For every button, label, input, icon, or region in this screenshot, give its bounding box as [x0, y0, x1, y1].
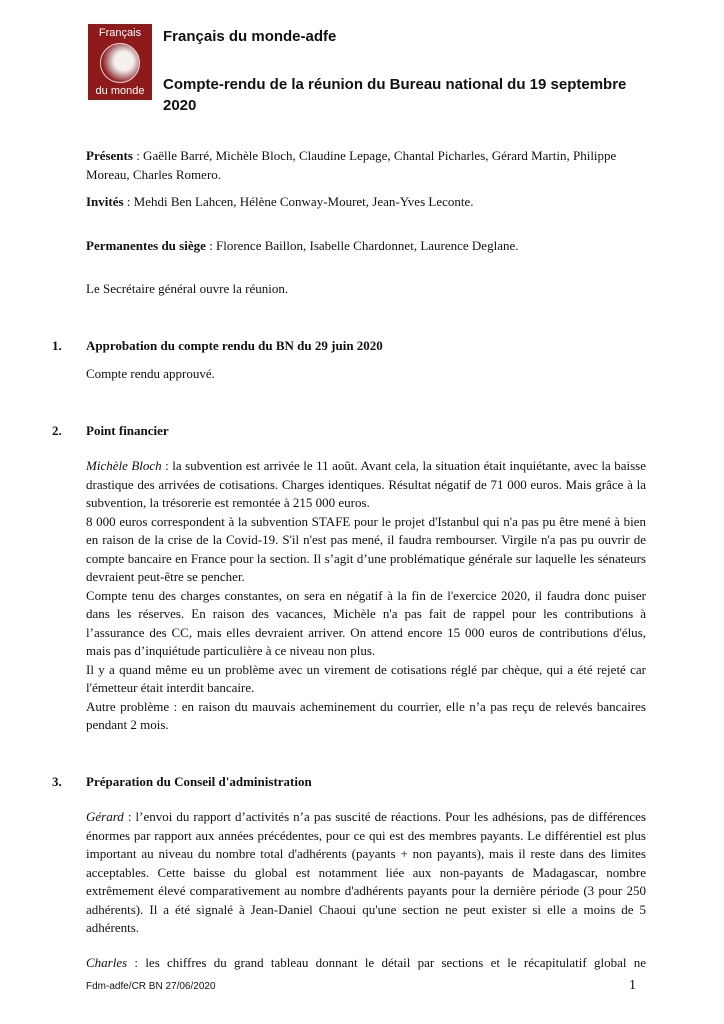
attendees-present [86, 147, 646, 184]
staff-label: Permanentes du siège [86, 237, 206, 253]
section-heading-3 [52, 773, 646, 792]
section-3-paragraph: Gérard : l’envoi du rapport d’activités n’a pas suscité de réactions. Pour les adhésions, pas de différences énormes par rapport aux années précédentes, pour ce qui est des membres payants. Le différentiel est plus important au niveau du nombre total d'adhérents (payants + non payants), mais il reste dans des limites acceptables. Cette baisse du global est notamment liée aux non-payants de Madagascar, nombre extrêmement élevé comparativement au nombre d'adhérents payants pour la dernière période (3 pour 250 adhérents). Il a été signalé à Jean-Daniel Chaoui qu'une section ne peut exister si elle a moins de 5 adhérents. [86, 809, 646, 935]
section-3-paragraph: Charles : les chiffres du grand tableau donnant le détail par sections et le récapitulatif global ne [86, 954, 646, 970]
section-number: 2. [52, 422, 62, 438]
organization-logo [88, 24, 152, 100]
footer-reference: Fdm-adfe/CR BN 27/06/2020 [86, 981, 216, 992]
document-body [52, 147, 646, 972]
section-2-paragraph: Michèle Bloch : la subvention est arrivée le 11 août. Avant cela, la situation était inquiétante, avec la baisse drastique des arrivées de cotisations. Charges identiques. Résultat négatif de 71 000 euros. Mais grâce à la subvention, la trésorerie est remontée à 215 000 euros. [86, 458, 646, 510]
section-heading-2 [52, 422, 646, 441]
staff-list: : Florence Baillon, Isabelle Chardonnet, Laurence Deglane. [205, 237, 519, 253]
section-1-body: Compte rendu approuvé. [86, 366, 215, 381]
logo-text-bottom: du monde [95, 85, 145, 97]
present-label: Présents [86, 148, 133, 163]
section-2-paragraph: Compte tenu des charges constantes, on sera en négatif à la fin de l'exercice 2020, il faudra donc puiser dans les réserves. En raison des vacances, Michèle n'a pas fait de rappel pour les contributions à l’assurance des CC, mais elles devraient arriver. On attend encore 15 000 euros de contributions d'élus, mais pas d’inquiétude particulière à ce niveau non plus. [86, 587, 646, 658]
present-list: : Gaëlle Barré, Michèle Bloch, Claudine Lepage, Chantal Picharles, Gérard Martin, Philippe Moreau, Charles Romero. [86, 148, 617, 182]
section-2-paragraph: Il y a quand même eu un problème avec un virement de cotisations réglé par chèque, qui a été rejeté car l'émetteur était interdit bancaire. [86, 661, 646, 695]
section-2-paragraph: Autre problème : en raison du mauvais acheminement du courrier, elle n’a pas reçu de relevés bancaires pendant 2 mois. [86, 698, 646, 732]
document-title: Compte-rendu de la réunion du Bureau national du 19 septembre 2020 [163, 76, 627, 114]
section-heading-1 [52, 337, 646, 356]
guests-label: Invités [86, 194, 124, 209]
section-title: Approbation du compte rendu du BN du 29 juin 2020 [86, 337, 383, 353]
speaker-name: Charles [86, 954, 128, 970]
guests-list: : Mehdi Ben Lahcen, Hélène Conway-Mouret, Jean-Yves Leconte. [123, 194, 474, 209]
page-number: 1 [629, 978, 636, 993]
globe-icon [100, 43, 140, 83]
section-title: Préparation du Conseil d'administration [86, 773, 312, 789]
section-number: 3. [52, 773, 62, 789]
opening-statement: Le Secrétaire général ouvre la réunion. [86, 281, 289, 296]
attendees-guests [86, 193, 646, 212]
section-2-paragraph: 8 000 euros correspondent à la subvention STAFE pour le projet d'Istanbul qui n'a pas pu être mené à bien en raison de la crise de la Covid-19. S'il n'est pas mené, il faudra rembourser. Virgile n'a pas pu ouvrir de compte bancaire en France pour la section. Il s’agit d’une problématique générale sur laquelle les sénateurs devraient peut-être se pencher. [86, 513, 646, 584]
speaker-name: Michèle Bloch [86, 458, 162, 473]
organization-name: Français du monde-adfe [163, 28, 337, 45]
attendees-staff [86, 237, 646, 256]
section-number: 1. [52, 337, 62, 353]
speaker-name: Gérard [86, 809, 124, 824]
section-title: Point financier [86, 422, 169, 438]
logo-text-top: Français [98, 27, 142, 39]
